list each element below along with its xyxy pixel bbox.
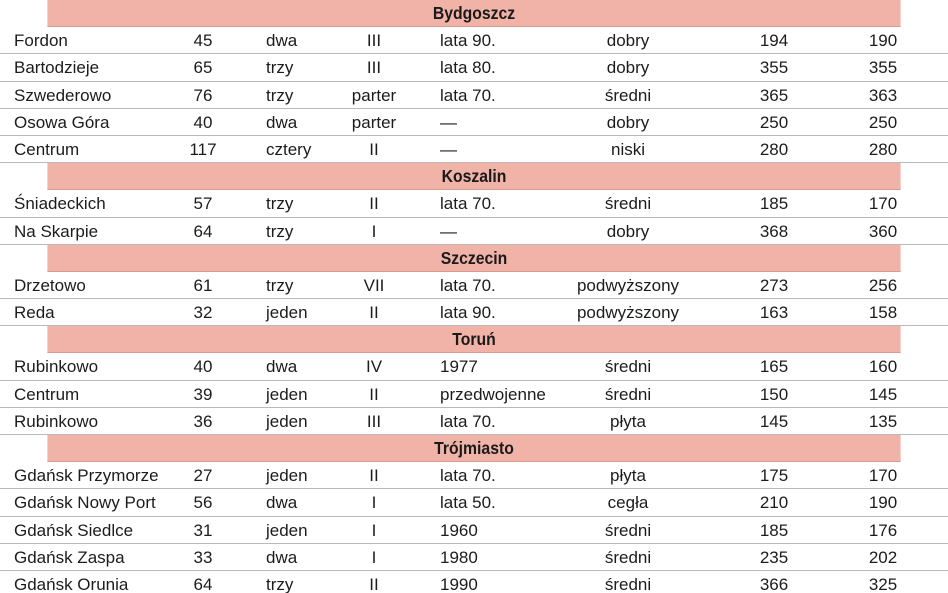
cell-price-a: 185	[759, 194, 789, 214]
cell-location: Reda	[14, 303, 55, 323]
section-torun	[0, 326, 948, 435]
cell-built: lata 50.	[440, 493, 496, 513]
cell-rooms: trzy	[266, 58, 294, 78]
cell-condition: średni	[604, 547, 652, 567]
cell-built: lata 80.	[440, 58, 496, 78]
section-header: Szczecin	[47, 245, 900, 272]
cell-area: 40	[193, 357, 213, 377]
cell-condition: średni	[604, 384, 652, 404]
cell-condition: niski	[610, 139, 646, 159]
cell-location: Gdańsk Przymorze	[14, 466, 159, 486]
cell-built: lata 70.	[440, 466, 496, 486]
cell-built: lata 70.	[440, 85, 496, 105]
cell-floor: III	[366, 411, 382, 431]
cell-area: 31	[193, 520, 213, 540]
cell-price-b: 158	[868, 303, 898, 323]
cell-location: Bartodzieje	[14, 58, 100, 78]
section-header: Koszalin	[47, 163, 900, 190]
cell-floor: II	[369, 139, 379, 159]
cell-location: Drzetowo	[14, 275, 86, 295]
section-header: Toruń	[47, 326, 900, 353]
cell-condition: średni	[604, 520, 652, 540]
cell-built: —	[440, 139, 457, 159]
cell-built: 1960	[440, 520, 478, 540]
cell-condition: średni	[604, 194, 652, 214]
table-row	[0, 353, 948, 380]
cell-floor: parter	[351, 85, 397, 105]
cell-rooms: trzy	[266, 85, 294, 105]
cell-condition: dobry	[606, 112, 650, 132]
table-row	[0, 408, 948, 435]
section-koszalin	[0, 163, 948, 245]
cell-price-b: 190	[868, 31, 898, 51]
cell-area: 64	[193, 574, 213, 593]
cell-price-a: 368	[759, 221, 789, 241]
cell-condition: płyta	[610, 411, 646, 431]
cell-location: Gdańsk Nowy Port	[14, 493, 156, 513]
cell-built: lata 70.	[440, 194, 496, 214]
cell-location: Centrum	[14, 139, 80, 159]
cell-area: 36	[193, 411, 213, 431]
cell-location: Gdańsk Orunia	[14, 574, 129, 593]
cell-price-a: 150	[759, 384, 789, 404]
table-row	[0, 190, 948, 217]
cell-floor: I	[371, 493, 377, 513]
cell-area: 64	[193, 221, 213, 241]
cell-built: 1980	[440, 547, 478, 567]
cell-floor: III	[366, 31, 382, 51]
cell-area: 61	[193, 275, 213, 295]
cell-location: Osowa Góra	[14, 112, 110, 132]
cell-floor: II	[369, 194, 379, 214]
cell-location: Rubinkowo	[14, 357, 99, 377]
cell-area: 27	[193, 466, 213, 486]
cell-built: lata 70.	[440, 275, 496, 295]
cell-built: lata 90.	[440, 31, 496, 51]
cell-price-b: 360	[868, 221, 898, 241]
cell-rooms: dwa	[266, 493, 298, 513]
cell-floor: II	[369, 384, 379, 404]
cell-rooms: trzy	[266, 574, 294, 593]
cell-area: 45	[193, 31, 213, 51]
cell-rooms: jeden	[266, 520, 308, 540]
table-row	[0, 218, 948, 245]
cell-price-b: 190	[868, 493, 898, 513]
cell-floor: I	[371, 520, 377, 540]
cell-rooms: trzy	[266, 221, 294, 241]
cell-area: 39	[193, 384, 213, 404]
cell-built: —	[440, 112, 457, 132]
cell-condition: cegła	[607, 493, 649, 513]
cell-location: Gdańsk Siedlce	[14, 520, 134, 540]
cell-price-b: 256	[868, 275, 898, 295]
cell-rooms: jeden	[266, 466, 308, 486]
cell-price-a: 175	[759, 466, 789, 486]
table-row	[0, 381, 948, 408]
cell-condition: średni	[604, 357, 652, 377]
table-row	[0, 489, 948, 516]
cell-location: Centrum	[14, 384, 80, 404]
cell-floor: II	[369, 574, 379, 593]
section-header: Bydgoszcz	[47, 0, 900, 27]
section-szczecin	[0, 245, 948, 327]
section-bydgoszcz	[0, 0, 948, 163]
table-row	[0, 54, 948, 81]
cell-price-a: 210	[759, 493, 789, 513]
cell-area: 33	[193, 547, 213, 567]
cell-location: Rubinkowo	[14, 411, 99, 431]
cell-rooms: dwa	[266, 547, 298, 567]
cell-price-b: 135	[868, 411, 898, 431]
cell-floor: II	[369, 303, 379, 323]
table-row	[0, 82, 948, 109]
cell-price-b: 160	[868, 357, 898, 377]
table-row	[0, 136, 948, 163]
table-row	[0, 517, 948, 544]
cell-price-a: 163	[759, 303, 789, 323]
cell-built: lata 70.	[440, 411, 496, 431]
table-row	[0, 462, 948, 489]
cell-area: 32	[193, 303, 213, 323]
cell-price-a: 185	[759, 520, 789, 540]
cell-area: 56	[193, 493, 213, 513]
cell-floor: VII	[363, 275, 385, 295]
cell-area: 117	[189, 139, 217, 159]
cell-built: lata 90.	[440, 303, 496, 323]
cell-floor: parter	[351, 112, 397, 132]
cell-price-a: 273	[759, 275, 789, 295]
cell-area: 40	[193, 112, 213, 132]
cell-price-b: 325	[868, 574, 898, 593]
cell-rooms: trzy	[266, 194, 294, 214]
cell-built: —	[440, 221, 457, 241]
cell-price-b: 202	[868, 547, 898, 567]
cell-floor: II	[369, 466, 379, 486]
cell-rooms: jeden	[266, 303, 308, 323]
cell-location: Fordon	[14, 31, 68, 51]
table-row	[0, 109, 948, 136]
cell-price-b: 250	[868, 112, 898, 132]
cell-floor: I	[371, 221, 377, 241]
cell-area: 65	[193, 58, 213, 78]
cell-condition: płyta	[610, 466, 646, 486]
cell-location: Na Skarpie	[14, 221, 99, 241]
table-row	[0, 299, 948, 326]
cell-location: Gdańsk Zaspa	[14, 547, 125, 567]
cell-rooms: dwa	[266, 112, 298, 132]
table-row	[0, 544, 948, 571]
cell-area: 76	[193, 85, 213, 105]
cell-price-b: 170	[868, 466, 898, 486]
cell-condition: średni	[604, 85, 652, 105]
cell-condition: dobry	[606, 221, 650, 241]
cell-condition: dobry	[606, 31, 650, 51]
cell-price-a: 194	[759, 31, 789, 51]
cell-price-a: 355	[759, 58, 789, 78]
cell-price-b: 170	[868, 194, 898, 214]
cell-rooms: jeden	[266, 411, 308, 431]
cell-price-a: 165	[759, 357, 789, 377]
cell-area: 57	[193, 194, 213, 214]
cell-rooms: jeden	[266, 384, 308, 404]
cell-price-b: 176	[868, 520, 898, 540]
cell-built: przedwojenne	[440, 384, 546, 404]
cell-floor: I	[371, 547, 377, 567]
cell-price-a: 235	[759, 547, 789, 567]
cell-condition: średni	[604, 574, 652, 593]
cell-condition: dobry	[606, 58, 650, 78]
cell-rooms: dwa	[266, 31, 298, 51]
cell-floor: III	[366, 58, 382, 78]
cell-price-a: 280	[759, 139, 789, 159]
cell-condition: podwyższony	[576, 275, 680, 295]
cell-rooms: cztery	[266, 139, 312, 159]
cell-built: 1977	[440, 357, 478, 377]
cell-rooms: dwa	[266, 357, 298, 377]
cell-price-a: 250	[759, 112, 789, 132]
table-row	[0, 27, 948, 54]
section-trojmiasto	[0, 435, 948, 593]
cell-built: 1990	[440, 574, 478, 593]
cell-condition: podwyższony	[576, 303, 680, 323]
cell-price-a: 145	[759, 411, 789, 431]
cell-location: Szwederowo	[14, 85, 112, 105]
cell-floor: IV	[365, 357, 383, 377]
cell-price-a: 366	[759, 574, 789, 593]
cell-price-b: 280	[868, 139, 898, 159]
cell-price-b: 355	[868, 58, 898, 78]
cell-rooms: trzy	[266, 275, 294, 295]
table-row	[0, 571, 948, 593]
cell-price-b: 145	[868, 384, 898, 404]
cell-location: Śniadeckich	[14, 194, 106, 214]
cell-price-b: 363	[868, 85, 898, 105]
table-row	[0, 272, 948, 299]
section-header: Trójmiasto	[47, 435, 900, 462]
cell-price-a: 365	[759, 85, 789, 105]
